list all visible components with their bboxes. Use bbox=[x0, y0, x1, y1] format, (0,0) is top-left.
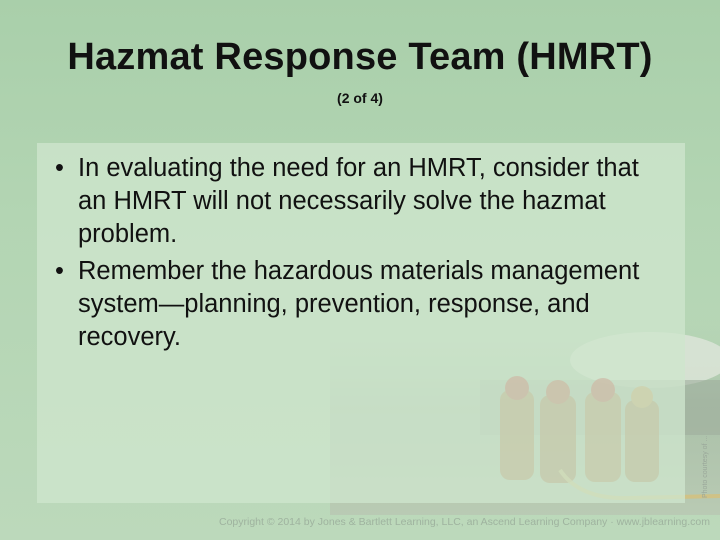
photo-credit bbox=[700, 320, 714, 500]
bullet-text: In evaluating the need for an HMRT, consider that an HMRT will not necessarily solve the hazmat problem. bbox=[78, 154, 639, 248]
copyright-footer: Copyright © 2014 by Jones & Bartlett Learning, LLC, an Ascend Learning Company · www.jblearning.com bbox=[218, 516, 710, 528]
bullet-text: Remember the hazardous materials management system—planning, prevention, response, and recovery. bbox=[78, 257, 640, 351]
photo-credit-text: Photo courtesy of ... bbox=[702, 435, 709, 498]
bullet-item bbox=[55, 152, 665, 251]
slide-subtitle: (2 of 4) bbox=[337, 90, 383, 106]
bullet-marker: • bbox=[55, 154, 64, 182]
bullet-marker: • bbox=[55, 257, 64, 285]
bullet-item bbox=[55, 255, 665, 354]
slide-title: Hazmat Response Team (HMRT) bbox=[67, 36, 653, 78]
bullet-list bbox=[55, 152, 665, 358]
